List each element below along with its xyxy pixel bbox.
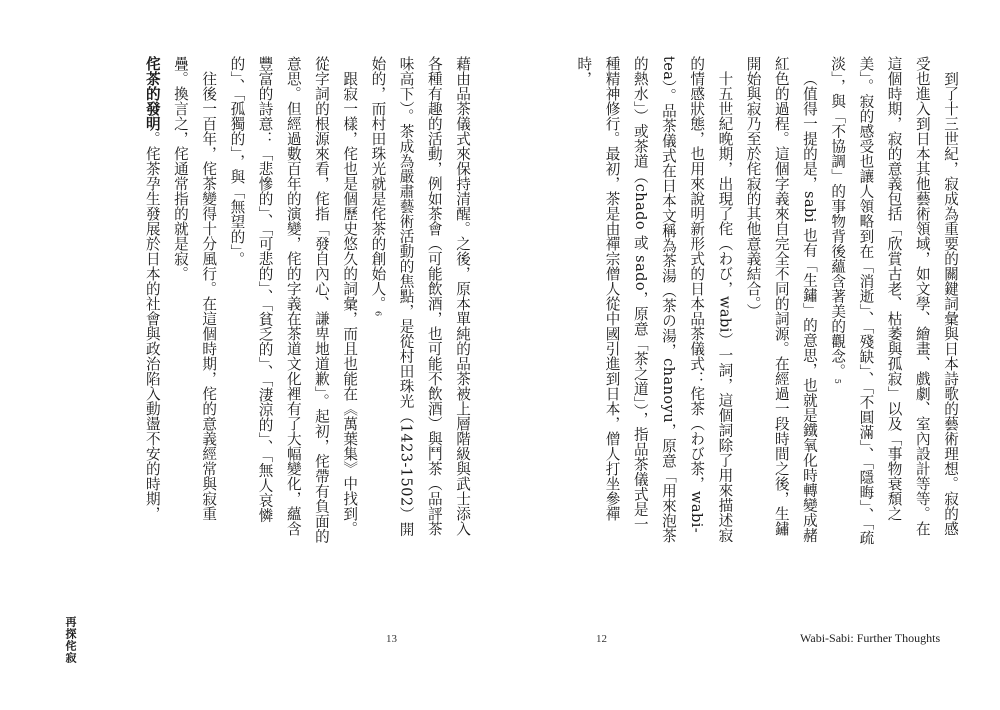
right-paragraph-2: （值得一提的是，sabi 也有「生鏽」的意思，也就是鐵氧化時轉變成赭紅色的過程。這個字義來自完全不同的詞源。在經過一段時間之後，生鏽開始與寂乃至於侘寂的其他意義結合。）	[744, 56, 818, 543]
right-page	[500, 0, 1000, 710]
section-heading: 侘茶的發明	[143, 56, 161, 131]
page-number: 13	[386, 633, 397, 645]
right-paragraph-1: 到了十三世紀，寂成為重要的關鍵詞彙與日本詩歌的藝術理想。寂的感受也進入到日本其他藝術領域，如文學、繪畫、戲劇、室內設計等等。在這個時期，寂的意義包括「欣賞古老、枯萎與孤寂」以及「事物衰頹之美」。寂的感受也讓人領略到在「消逝」、「殘缺」、「不圓滿」、「隱晦」、「疏淡」，與「不協調」的事物背後蘊含著美的觀念。5	[829, 56, 959, 546]
running-head: Wabi-Sabi: Further Thoughts	[800, 631, 941, 645]
right-paragraph-3: 十五世紀晚期，出現了侘（わび，wabi）一詞，這個詞除了用來描述寂的情感狀態，也用來說明新形式的日本品茶儀式：侘茶（わび茶，wabi-tea）。品茶儀式在日本文稱為茶湯（茶の湯，chanoyu，原意「用來泡茶的熱水」）或茶道（chado 或 sado，原意「茶之道」），指品茶儀式是一種精神修行。最初，茶是由禪宗僧人從中國引進到日本，僧人打坐參禪時，	[575, 56, 734, 544]
right-page-body	[572, 56, 964, 546]
running-head: 再探侘寂	[64, 616, 77, 664]
footnote-mark: 6	[373, 311, 383, 317]
page-number: 12	[596, 633, 607, 645]
footnote-mark: 5	[833, 378, 843, 385]
left-page-body	[84, 56, 476, 546]
left-paragraph-2: 跟寂一樣，侘也是個歷史悠久的詞彙，而且也能在《萬葉集》中找到。從字詞的根源來看，侘指「發自內心、謙卑地道歉」。起初，侘帶有負面的意思。但經過數百年的演變，侘的字義在茶道文化裡有了大幅變化，蘊含豐富的詩意：「悲慘的」、「可悲的」、「貧乏的」、「淒涼的」、「無人哀憐的」、「孤獨的」，與「無望的」。	[228, 56, 359, 544]
left-paragraph-4: 侘茶的發明。侘茶孕生發展於日本的社會與政治陷入動盪不安的時期，	[143, 56, 161, 521]
left-paragraph-3: 往後一百年，侘茶變得十分風行。在這個時期，侘的意義經常與寂重疊。換言之，侘通常指的就是寂。	[171, 56, 218, 521]
left-paragraph-1: 藉由品茶儀式來保持清醒。之後，原本單純的品茶被上層階級與武士添入各種有趣的活動，例如茶會（可能飲酒，也可能不飲酒）與鬥茶（品評茶味高下）。茶成為嚴肅藝術活動的焦點，是從村田珠光（1423-1502）開始的，而村田珠光就是侘茶的創始人。6	[369, 56, 471, 537]
